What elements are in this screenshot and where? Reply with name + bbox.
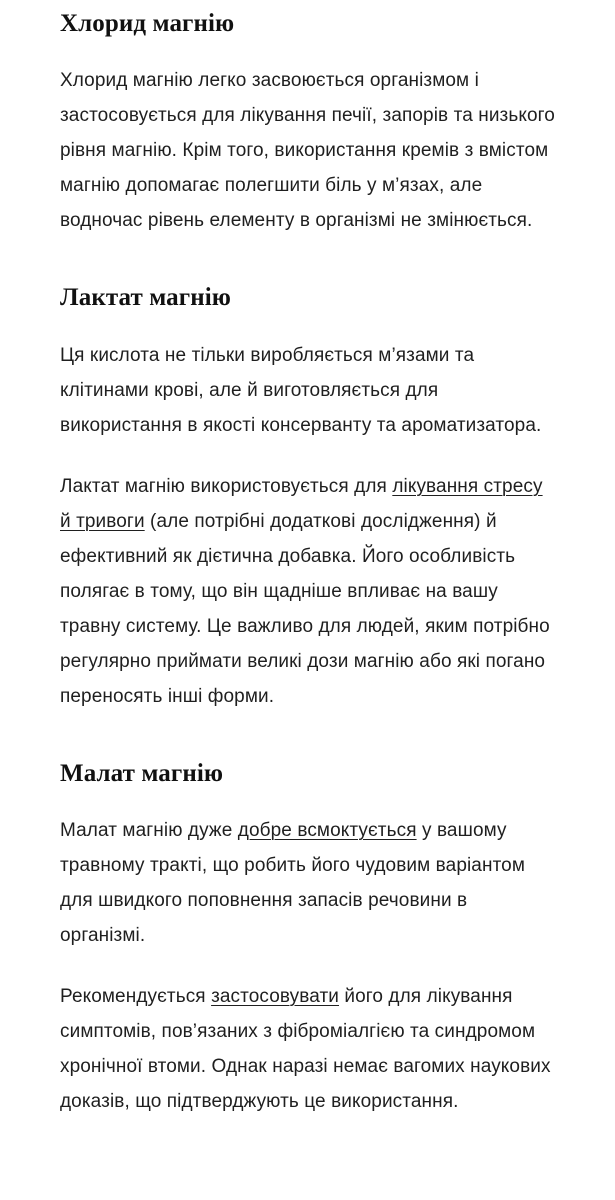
paragraph-text: Рекомендується (60, 985, 212, 1007)
article-section (60, 282, 555, 713)
inline-link[interactable]: добре всмоктується (237, 819, 417, 841)
paragraph-text: його для лікування симптомів, пов’язаних з фіброміалгією та синдромом хронічної втоми. Однак наразі немає вагомих наукових доказів, що підтверджують це використання. (60, 985, 551, 1112)
paragraph-text: Малат магнію дуже (60, 819, 238, 841)
inline-link[interactable]: застосовувати (211, 985, 340, 1007)
section-heading: Малат магнію (60, 759, 224, 787)
paragraph-text: Лактат магнію використовується для (60, 475, 393, 497)
article-section (60, 8, 555, 238)
paragraph (60, 469, 555, 714)
paragraph-text: у вашому травному тракті, що робить його чудовим варіантом для швидкого поповнення запасів речовини в організмі. (60, 819, 525, 946)
paragraph-text: Хлорид магнію легко засвоюється організмом і застосовується для лікування печії, запорів та низького рівня магнію. Крім того, використання кремів з вмістом магнію допомагає полегшити біль у м’язах, але водночас рівень елементу в організмі не змінюється. (60, 70, 555, 232)
paragraph (60, 63, 555, 238)
section-heading: Лактат магнію (60, 284, 231, 312)
paragraph-text: Ця кислота не тільки виробляється м’язами та клітинами крові, але й виготовляється для використання в якості консерванту та ароматизатора. (60, 344, 542, 436)
inline-link[interactable]: лікування стресу й тривоги (60, 475, 543, 532)
paragraph (60, 813, 555, 953)
section-heading: Хлорид магнію (60, 10, 235, 37)
paragraph-text: (але потрібні додаткові дослідження) й ефективний як дієтична добавка. Його особливість полягає в тому, що він щадніше впливає на вашу травну систему. Це важливо для людей, яким потрібно регулярно приймати великі дози магнію або які погано переносять інші форми. (60, 510, 550, 707)
paragraph (60, 338, 555, 443)
article-section (60, 758, 555, 1119)
paragraph (60, 979, 555, 1119)
